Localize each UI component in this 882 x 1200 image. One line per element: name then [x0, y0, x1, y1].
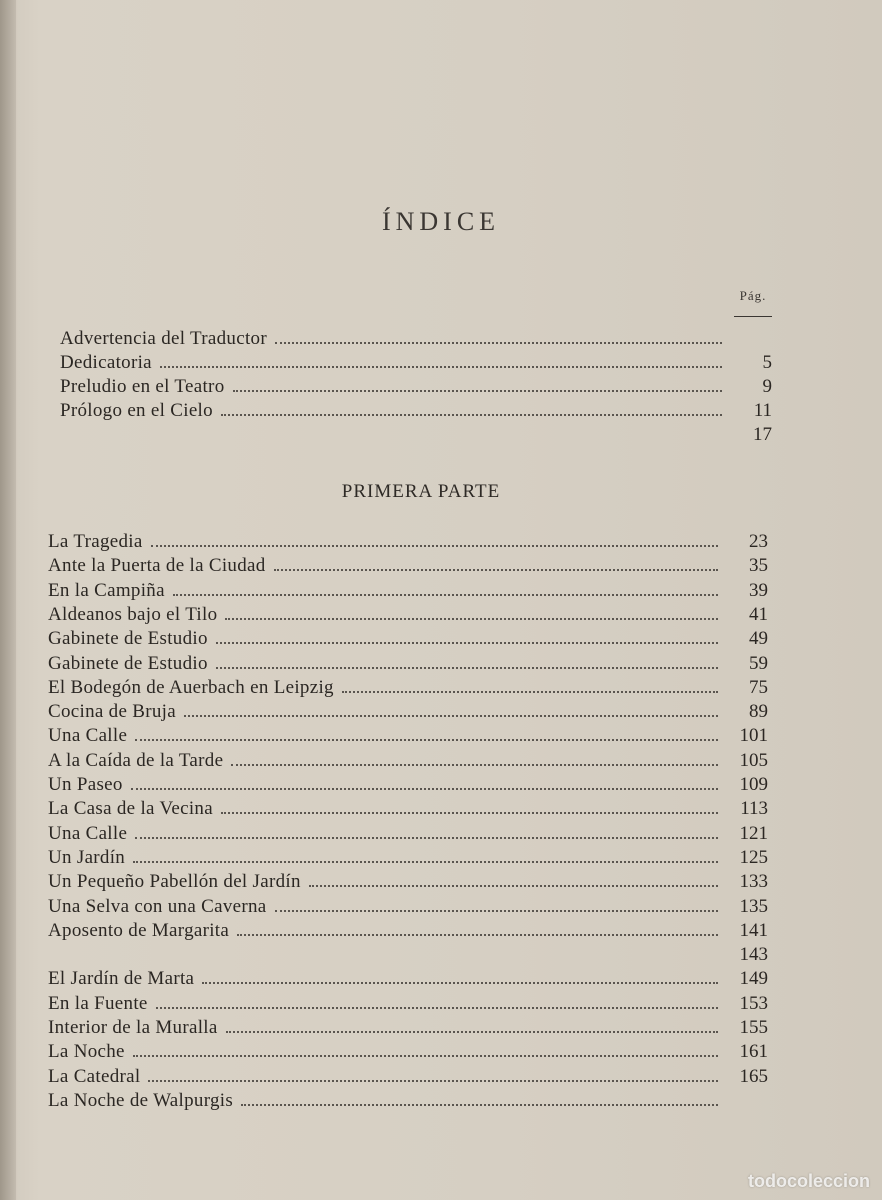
toc-entry-page-number: 11	[753, 400, 772, 421]
toc-entry-page-number: 23	[749, 531, 768, 552]
toc-entry-title: Gabinete de Estudio	[48, 652, 208, 674]
toc-entry-page-number: 17	[753, 424, 772, 445]
toc-entry-title: El Bodegón de Auerbach en Leipzig	[48, 676, 334, 698]
toc-entry-page-number: 35	[749, 555, 768, 577]
toc-entry-title: Advertencia del Traductor	[60, 328, 267, 349]
toc-entry-title: Ante la Puerta de la Ciudad	[48, 555, 266, 577]
toc-entry	[48, 1065, 768, 1089]
toc-entry-page-number: 41	[749, 603, 768, 625]
toc-entry-page-number: 121	[739, 822, 768, 844]
toc-entry-title: En la Campiña	[48, 579, 165, 601]
dot-leader	[135, 724, 718, 741]
dot-leader	[231, 749, 718, 766]
dot-leader	[202, 967, 718, 984]
toc-entry-title: Preludio en el Teatro	[60, 376, 225, 397]
toc-entry-page-number: 75	[749, 676, 768, 698]
toc-entry-page-number: 165	[739, 1065, 768, 1087]
dot-leader	[342, 676, 718, 693]
dot-leader	[151, 530, 718, 547]
toc-entry	[48, 676, 768, 700]
toc-entry	[48, 967, 768, 991]
dot-leader	[135, 822, 718, 839]
toc-entry-page-number: 101	[739, 725, 768, 747]
toc-entry	[48, 700, 768, 724]
dot-leader	[156, 992, 718, 1009]
toc-entry-title: La Noche	[48, 1041, 125, 1063]
toc-entry-page-number: 39	[749, 579, 768, 601]
toc-entry-title: Aldeanos bajo el Tilo	[48, 603, 218, 625]
dot-leader	[216, 627, 718, 644]
dot-leader	[309, 870, 718, 887]
toc-entry-page-number: 149	[739, 968, 768, 990]
toc-entry-title: La Casa de la Vecina	[48, 798, 213, 820]
dot-leader	[233, 375, 723, 392]
dot-leader	[184, 700, 718, 717]
toc-entry-title: En la Fuente	[48, 992, 148, 1014]
toc-entry-page-number: 135	[739, 895, 768, 917]
toc-entry	[48, 797, 768, 821]
toc-entry-title: Cocina de Bruja	[48, 701, 176, 723]
dot-leader	[221, 399, 722, 416]
toc-entry-page-number: 59	[749, 652, 768, 674]
toc-entry-page-number: 155	[739, 1017, 768, 1038]
dot-leader	[221, 797, 718, 814]
toc-entry-title: Una Calle	[48, 822, 128, 844]
toc-entry-page-number: 161	[739, 1041, 768, 1063]
toc-entry	[48, 1040, 768, 1064]
toc-entry	[60, 399, 772, 423]
toc-entry	[48, 724, 768, 748]
dot-leader	[237, 919, 718, 936]
toc-entry-title: Gabinete de Estudio	[48, 628, 208, 650]
toc-entry-page-number: 125	[739, 846, 768, 868]
toc-entry-title: Un Paseo	[48, 774, 123, 795]
toc-entry	[60, 351, 772, 375]
dot-leader	[173, 579, 718, 596]
toc-entry-title: Interior de la Muralla	[48, 1017, 218, 1038]
toc-entry	[48, 627, 768, 651]
dot-leader	[131, 773, 718, 790]
dot-leader	[226, 1016, 718, 1033]
toc-entry-page-number: 49	[749, 628, 768, 650]
toc-entry	[48, 870, 768, 894]
toc-entry	[48, 530, 768, 554]
dot-leader	[216, 652, 718, 669]
toc-entry	[48, 554, 768, 578]
toc-entry	[48, 822, 768, 846]
toc-entry	[48, 1089, 768, 1113]
toc-entry-page-number: 105	[739, 749, 768, 771]
toc-entry-title: La Catedral	[48, 1065, 141, 1087]
toc-entry-title: Un Jardín	[48, 846, 126, 868]
toc-entry	[60, 423, 772, 447]
toc-entry-title: Prólogo en el Cielo	[60, 400, 213, 421]
dot-leader	[241, 1089, 718, 1106]
toc-entry	[48, 1016, 768, 1040]
toc-entry-title: Una Selva con una Caverna	[48, 895, 267, 917]
toc-entry-page-number: 143	[739, 944, 768, 966]
toc-entry-page-number: 5	[762, 352, 772, 373]
page-column-header: Pág.	[739, 288, 767, 303]
toc-entry	[48, 603, 768, 627]
toc-entry-title: A la Caída de la Tarde	[48, 749, 224, 771]
toc-entry-page-number: 9	[762, 376, 772, 397]
toc-entry-title: Aposento de Margarita	[48, 919, 230, 941]
toc-entry	[48, 943, 768, 967]
toc-entry-page-number: 113	[740, 798, 768, 820]
part-heading: PRIMERA PARTE	[341, 481, 501, 502]
toc-entry	[48, 895, 768, 919]
toc-entry	[60, 327, 772, 351]
dot-leader	[148, 1065, 718, 1082]
toc-entry	[48, 919, 768, 943]
toc-entry	[48, 749, 768, 773]
dot-leader	[225, 603, 718, 620]
watermark: todocoleccion	[747, 1171, 870, 1191]
dot-leader	[275, 895, 718, 912]
toc-entry	[48, 773, 768, 797]
toc-entry-page-number: 89	[749, 701, 768, 723]
dot-leader	[133, 846, 718, 863]
toc-entry-page-number: 141	[739, 919, 768, 941]
dot-leader	[275, 327, 722, 344]
toc-entry-page-number: 153	[739, 992, 768, 1014]
dot-leader	[133, 1040, 718, 1057]
toc-entry-title: Dedicatoria	[60, 352, 152, 373]
toc-entry	[60, 375, 772, 399]
toc-entry-title: El Jardín de Marta	[48, 968, 195, 990]
toc-entry-title: Una Calle	[48, 725, 128, 747]
toc-entry-title: Un Pequeño Pabellón del Jardín	[48, 871, 301, 893]
dot-leader	[160, 351, 722, 368]
toc-entry	[48, 992, 768, 1016]
page-title: ÍNDICE	[381, 207, 501, 236]
toc-entry	[48, 652, 768, 676]
toc-entry	[48, 579, 768, 603]
toc-entry	[48, 846, 768, 870]
toc-entry-page-number: 109	[739, 774, 768, 795]
toc-entry-title: La Tragedia	[48, 531, 143, 552]
dot-leader	[274, 554, 718, 571]
toc-entry-page-number: 133	[739, 871, 768, 893]
toc-entry-title: La Noche de Walpurgis	[48, 1089, 234, 1111]
